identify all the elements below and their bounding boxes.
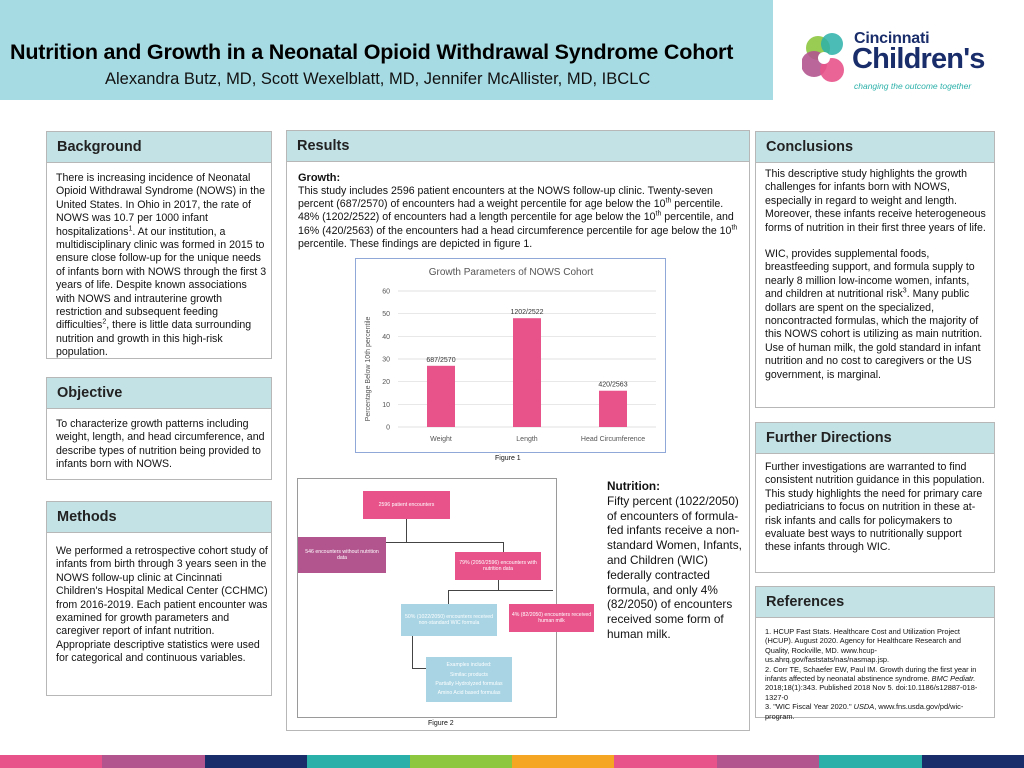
chart-ytick-label: 30 [382, 356, 390, 364]
conclusions-heading: Conclusions [766, 139, 854, 155]
chart-xtick-label: Length [516, 436, 538, 443]
chart-bar [513, 318, 541, 427]
stripe-segment [819, 755, 922, 768]
chart-ytick-label: 60 [382, 288, 390, 296]
flow-connector [503, 542, 504, 552]
stripe-segment [512, 755, 615, 768]
stripe-segment [102, 755, 205, 768]
figure-1-caption: Figure 1 [495, 455, 521, 462]
chart-ytick-label: 50 [382, 311, 390, 319]
stripe-segment [205, 755, 308, 768]
flow-examples-box [426, 657, 512, 702]
stripe-segment [614, 755, 717, 768]
flow-connector [406, 519, 407, 542]
methods-text: We performed a retrospective cohort study of infants from birth through 3 years seen in the NOWS follow-up clinic at Cincinnati Children's Hospital Medical Center (CCHMC) from 2016-2019. Each patient encounter was examined for growth parameters and caregiver report of infant nutrition. Appropriate descriptive statistics were used for categorical and continuous variables. [56, 545, 268, 665]
stripe-segment [0, 755, 103, 768]
objective-text: To characterize growth patterns including weight, length, and head circumference, and describe types of nutrition being provided to infants born with NOWS. [56, 418, 265, 471]
background-text: There is increasing incidence of Neonatal Opioid Withdrawal Syndrome (NOWS) in the United States. In Ohio in 2017, the rate of NOWS was 10.7 per 1000 infant hospitalizations$^1$. At our institution, a multidisciplinary clinic was formed in 2015 to ensure close follow-up for the unique needs of infants born with NOWS through the first 3 years of life. Despite known associations with NOWS and intrauterine growth restriction and subsequent feeding difficulties$^2$, there is little data surrounding nutrition and growth in this high-risk population. [56, 172, 267, 359]
references-heading-bar [755, 586, 995, 618]
flow-connector [498, 580, 499, 590]
poster-authors: Alexandra Butz, MD, Scott Wexelblatt, MD, Jennifer McAllister, MD, IBCLC [105, 70, 651, 88]
chart-title: Growth Parameters of NOWS Cohort [428, 267, 594, 278]
further-directions-heading-bar [755, 422, 995, 454]
flow-example-item: Similac products [449, 671, 489, 678]
nutrition-text: Fifty percent (1022/2050) of encounters of formula-fed infants receive a non-standard Women, Infants, and Children (WIC) federally contracted formula, and only 4% (82/2050) of encounters received some form of human milk. [607, 493, 742, 641]
objective-heading: Objective [57, 385, 123, 401]
chart-data-label: 687/2570 [426, 356, 456, 364]
chart-xtick-label: Head Circumference [580, 436, 646, 443]
results-heading: Results [297, 138, 350, 154]
chart-ytick-label: 0 [386, 424, 390, 432]
figure-2-caption: Figure 2 [428, 720, 454, 727]
flow-example-item: Partially Hydrolyzed formulas [435, 681, 503, 687]
flow-human-milk: 4% (82/2050) encounters received human milk [509, 604, 594, 632]
flow-examples-title: Examples included: [446, 662, 492, 669]
stripe-segment [717, 755, 820, 768]
methods-heading: Methods [57, 509, 117, 525]
poster-title: Nutrition and Growth in a Neonatal Opioid Withdrawal Syndrome Cohort [10, 40, 734, 64]
growth-text: This study includes 2596 patient encounters at the NOWS follow-up clinic. Twenty-seven percent (687/2570) of encounters had a weight percentile for age below the 10th percentile. 48% (1202/2522) of encounters had a length percentile for age below the 10th percentile, and 16% (420/2563) of the encounters had a head circumference percentile for age below the 10th percentile. These findings are depicted in figure 1. [298, 185, 738, 250]
growth-chart [355, 258, 666, 453]
further-directions-text: Further investigations are warranted to find consistent nutrition guidance in this population. This study highlights the need for primary care pediatricians to focus on nutrition in these at-risk infants and calls for policymakers to evaluate best ways to nutritionally support these infants through WIC. [765, 461, 985, 554]
background-heading-bar [46, 131, 272, 163]
flow-with-nutrition: 79% (2050/2596) encounters with nutrition data [455, 552, 541, 580]
logo-line-2: Children's [852, 43, 985, 75]
references-list [765, 627, 987, 721]
objective-heading-bar [46, 377, 272, 409]
nutrition-flow-diagram [297, 478, 592, 718]
poster-header [0, 0, 773, 100]
flow-connector [412, 636, 413, 668]
nutrition-label: Nutrition: [607, 479, 661, 493]
reference-item: 2. Corr TE, Schaefer EW, Paul IM. Growth during the first year in infants affected by neonatal abstinence syndrome. BMC Pediatr. 2018;18(1):343. Published 2018 Nov 5. doi:10.1186/s12887-018-1327-0 [765, 664, 978, 702]
nutrition-text-block [607, 479, 747, 642]
growth-chart-svg [356, 259, 667, 454]
conclusions-paragraph-1: This descriptive study highlights the growth challenges for infants born with NOWS, especially in regard to weight and length. Moreover, these infants receive heterogeneous forms of nutrition in their first three years of life. [765, 168, 986, 234]
references-heading: References [766, 594, 845, 610]
chart-xtick-label: Weight [430, 436, 452, 443]
reference-item: 3. "WIC Fiscal Year 2020." USDA, www.fns.usda.gov/pd/wic-program. [765, 702, 964, 721]
flow-total-encounters: 2596 patient encounters [363, 491, 450, 519]
chart-ytick-label: 20 [382, 379, 390, 387]
chart-ytick-label: 10 [382, 401, 390, 409]
flow-without-nutrition: 546 encounters without nutrition data [298, 537, 386, 573]
conclusions-paragraph-2: WIC, provides supplemental foods, breastfeeding support, and formula supply to nearly 8 million low-income women, infants, and children at nutritional risk$^3$. Many public dollars are spent on the specialized, noncontracted formulas, which the majority of this NOWS cohort is utilizing as main nutrition. Use of human milk, the gold standard in infant nutrition and no cost to caregivers or the US government, is marginal. [765, 248, 983, 381]
flow-connector [448, 590, 449, 604]
logo-tagline: changing the outcome together [854, 81, 972, 91]
conclusions-text [765, 168, 989, 382]
methods-heading-bar [46, 501, 272, 533]
growth-label: Growth: [298, 172, 341, 184]
chart-ylabel: Percentage Below 10th percentile [365, 316, 372, 422]
stripe-segment [922, 755, 1024, 768]
chart-data-label: 1202/2522 [510, 309, 544, 317]
flow-connector [412, 668, 426, 669]
conclusions-heading-bar [755, 131, 995, 163]
chart-ytick-label: 40 [382, 333, 390, 341]
stripe-segment [307, 755, 410, 768]
flower-icon [802, 30, 850, 90]
chart-bar [599, 391, 627, 427]
reference-item: 1. HCUP Fast Stats. Healthcare Cost and Utilization Project (HCUP). August 2020. Agency for Healthcare Research and Quality, Rockville, MD. www.hcup-us.ahrq.gov/faststats/nas/nasmap.jsp. [765, 627, 961, 665]
background-heading: Background [57, 139, 142, 155]
chart-data-label: 420/2563 [598, 381, 628, 389]
chart-bar [427, 366, 455, 427]
logo-line-1: Cincinnati [854, 30, 930, 47]
flow-example-item: Amino Acid based formulas [437, 690, 501, 697]
flow-nonstandard-wic: 50% (1022/2050) encounters received non-standard WIC formula [401, 604, 497, 636]
results-heading-bar [286, 130, 750, 162]
cincinnati-childrens-logo [802, 26, 1002, 96]
further-directions-heading: Further Directions [766, 430, 892, 446]
flow-connector [448, 590, 553, 591]
stripe-segment [410, 755, 513, 768]
